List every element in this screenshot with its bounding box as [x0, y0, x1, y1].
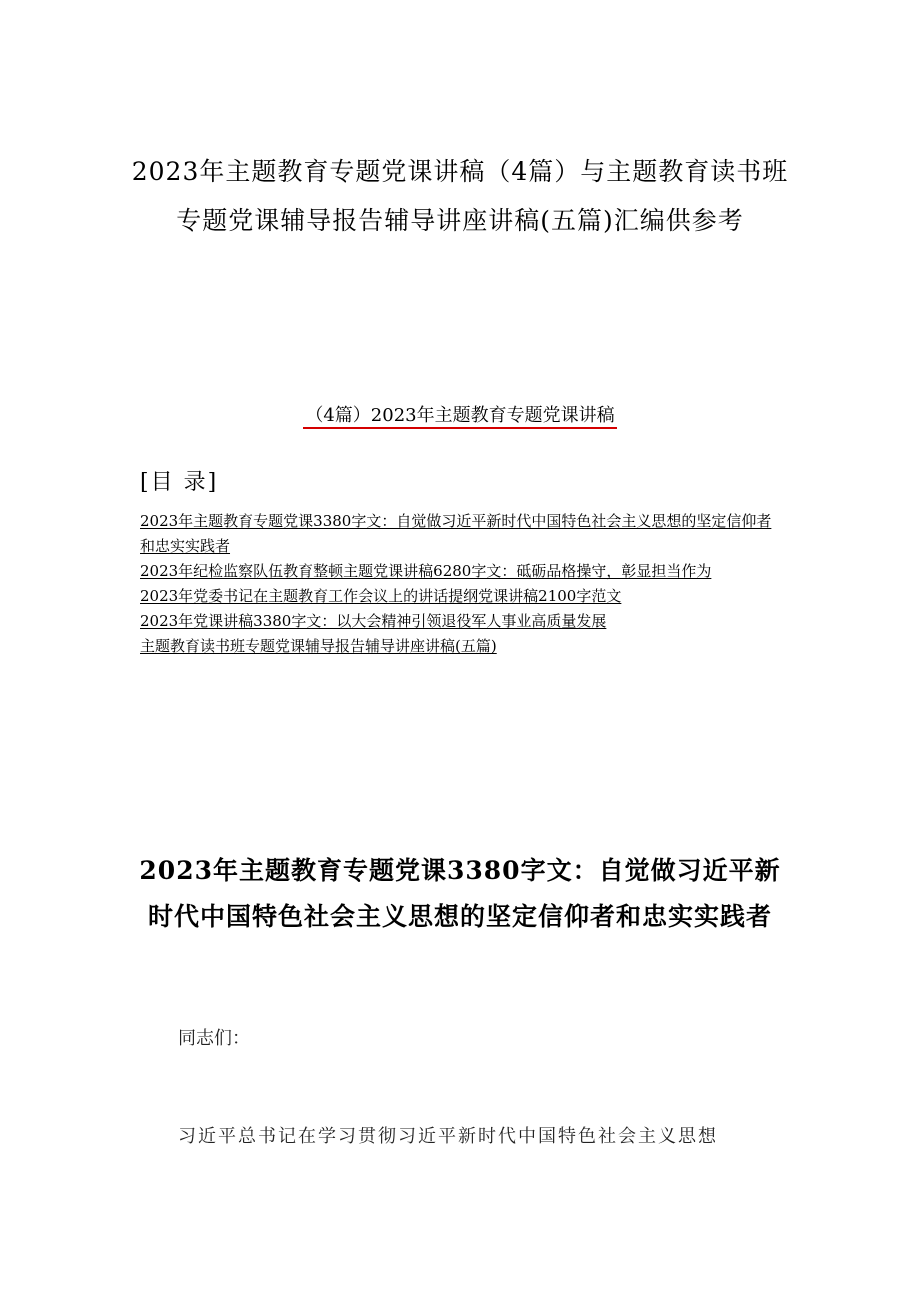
toc-link-2[interactable]: 2023年纪检监察队伍教育整顿主题党课讲稿6280字文：砥砺品格操守，彰显担当作为: [140, 562, 712, 580]
greeting: 同志们：: [178, 1028, 250, 1049]
article-title: 2023年主题教育专题党课3380字文：自觉做习近平新时代中国特色社会主义思想的坚定信仰者和忠实实践者: [139, 855, 781, 931]
section-heading: [272, 404, 648, 428]
toc-item: [140, 634, 785, 659]
toc-heading: [目 录]: [140, 470, 219, 495]
toc-link-1[interactable]: 2023年主题教育专题党课3380字文：自觉做习近平新时代中国特色社会主义思想的坚定信仰者和忠实实践者: [140, 512, 772, 555]
body-paragraph: 习近平总书记在学习贯彻习近平新时代中国特色社会主义思想: [178, 1126, 718, 1147]
toc-item: [140, 609, 785, 634]
document-title: 2023年主题教育专题党课讲稿（4篇）与主题教育读书班专题党课辅导报告辅导讲座讲稿(五篇)汇编供参考: [131, 156, 789, 235]
toc-item: [140, 584, 785, 609]
toc-link-3[interactable]: 2023年党委书记在主题教育工作会议上的讲话提纲党课讲稿2100字范文: [140, 587, 622, 605]
section-heading-text: （4篇）2023年主题教育专题党课讲稿: [303, 405, 616, 429]
toc-link-5[interactable]: 主题教育读书班专题党课辅导报告辅导讲座讲稿(五篇): [140, 637, 497, 655]
toc-item: [140, 509, 785, 559]
toc-item: [140, 559, 785, 584]
table-of-contents: [140, 509, 785, 659]
toc-link-4[interactable]: 2023年党课讲稿3380字文：以大会精神引领退役军人事业高质量发展: [140, 612, 607, 630]
